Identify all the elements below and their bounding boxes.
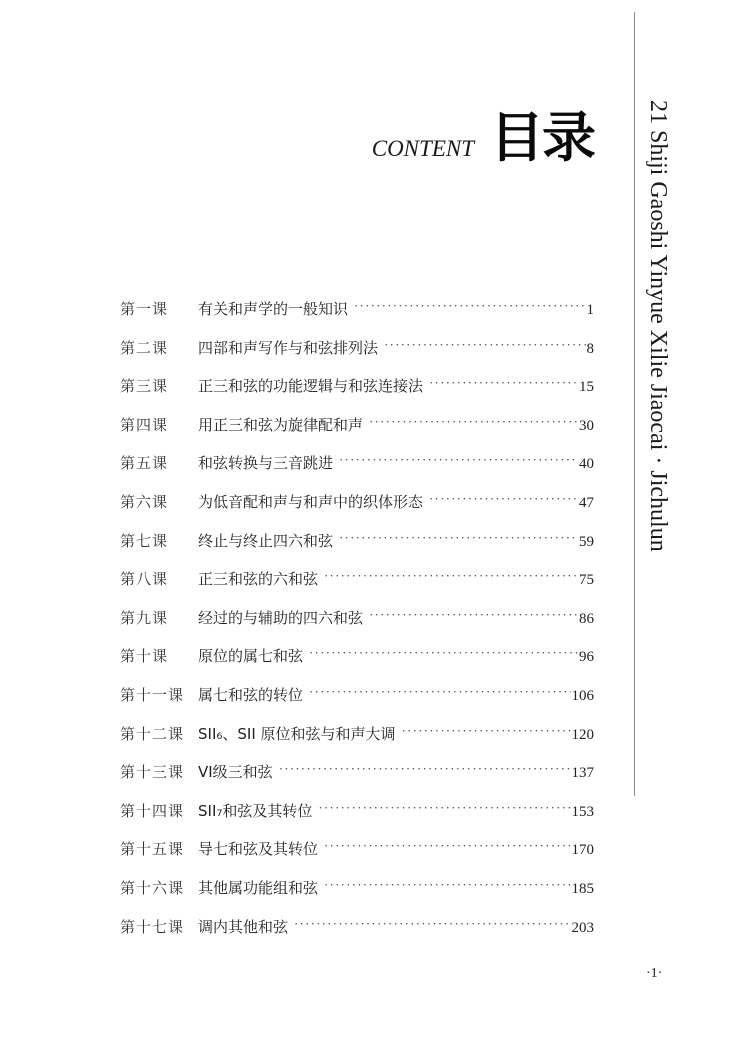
toc-lesson-number: 第五课 <box>120 454 169 473</box>
toc-lesson-number: 第十五课 <box>120 840 185 859</box>
toc-dot-leader <box>339 452 578 468</box>
toc-page-number: 1 <box>586 302 594 318</box>
toc-dot-leader <box>294 916 570 932</box>
toc-entry-title: 有关和声学的一般知识 <box>198 300 349 318</box>
toc-entry[interactable] <box>120 414 594 453</box>
toc-page-number: 96 <box>579 649 594 666</box>
toc-entry[interactable] <box>120 568 594 607</box>
toc-page-number: 170 <box>571 842 594 859</box>
toc-entry-title: 经过的与辅助的四六和弦 <box>198 608 364 627</box>
toc-dot-leader <box>354 298 585 314</box>
toc-lesson-number: 第十课 <box>120 647 169 666</box>
toc-entry[interactable] <box>120 452 594 491</box>
toc-dot-leader <box>369 607 578 623</box>
toc-entry-title: 终止与终止四六和弦 <box>198 531 334 550</box>
toc-page-number: 47 <box>579 494 594 511</box>
toc-entry-title: 调内其他和弦 <box>198 917 289 936</box>
header-title-chinese: 目录 <box>490 106 594 169</box>
toc-lesson-number: 第一课 <box>120 300 169 318</box>
toc-entry-title: 正三和弦的功能逻辑与和弦连接法 <box>198 377 424 396</box>
toc-lesson-number: 第九课 <box>120 608 169 627</box>
toc-entry[interactable] <box>120 761 594 800</box>
toc-lesson-number: 第十一课 <box>120 685 185 704</box>
toc-dot-leader <box>402 723 571 739</box>
toc-page-number: 59 <box>579 533 594 550</box>
toc-entry-title: SII₇和弦及其转位 <box>198 801 313 820</box>
toc-entry[interactable] <box>120 491 594 530</box>
toc-entry-title: 属七和弦的转位 <box>198 685 304 704</box>
toc-entry-title: 其他属功能组和弦 <box>198 878 319 897</box>
toc-entry[interactable] <box>120 684 594 723</box>
toc-entry-title: 正三和弦的六和弦 <box>198 570 319 589</box>
toc-page-number: 75 <box>579 572 594 589</box>
toc-lesson-number: 第二课 <box>120 338 169 357</box>
toc-dot-leader <box>429 491 578 507</box>
toc-entry[interactable] <box>120 375 594 414</box>
table-of-contents <box>120 298 594 954</box>
side-vertical-rule <box>634 12 635 796</box>
toc-page-number: 8 <box>586 340 594 357</box>
toc-lesson-number: 第六课 <box>120 492 169 511</box>
toc-page-number: 185 <box>571 880 594 897</box>
toc-entry-title: 用正三和弦为旋律配和声 <box>198 415 364 434</box>
toc-entry-title: 原位的属七和弦 <box>198 647 304 666</box>
toc-entry[interactable] <box>120 530 594 569</box>
toc-dot-leader <box>339 530 578 546</box>
toc-entry-title: 四部和声写作与和弦排列法 <box>198 338 379 357</box>
toc-lesson-number: 第三课 <box>120 377 169 396</box>
toc-entry[interactable] <box>120 298 594 337</box>
toc-dot-leader <box>324 877 570 893</box>
toc-page-number: 137 <box>571 765 594 782</box>
toc-entry[interactable] <box>120 607 594 646</box>
toc-dot-leader <box>279 761 571 777</box>
toc-lesson-number: 第八课 <box>120 570 169 589</box>
toc-page-number: 106 <box>571 687 594 704</box>
toc-dot-leader <box>384 337 585 353</box>
toc-lesson-number: 第十二课 <box>120 724 185 743</box>
toc-entry[interactable] <box>120 877 594 916</box>
toc-lesson-number: 第四课 <box>120 415 169 434</box>
toc-page-number: 30 <box>579 417 594 434</box>
toc-entry-title: SII₆、SII 原位和弦与和声大调 <box>198 724 396 743</box>
toc-page-number: 40 <box>579 456 594 473</box>
toc-page-number: 15 <box>579 379 594 396</box>
toc-dot-leader <box>309 684 570 700</box>
toc-entry-title: 和弦转换与三音跳进 <box>198 454 334 473</box>
toc-lesson-number: 第十七课 <box>120 917 185 936</box>
toc-dot-leader <box>429 375 578 391</box>
toc-header <box>300 98 600 168</box>
toc-dot-leader <box>309 645 578 661</box>
toc-lesson-number: 第十三课 <box>120 763 185 782</box>
toc-dot-leader <box>324 568 578 584</box>
toc-page-number: 86 <box>579 610 594 627</box>
toc-page-number: 153 <box>571 803 594 820</box>
toc-entry[interactable] <box>120 645 594 684</box>
toc-lesson-number: 第十六课 <box>120 878 185 897</box>
toc-dot-leader <box>369 414 578 430</box>
toc-entry-title: 导七和弦及其转位 <box>198 840 319 859</box>
toc-entry[interactable] <box>120 723 594 762</box>
toc-dot-leader <box>324 838 570 854</box>
toc-entry[interactable] <box>120 838 594 877</box>
toc-dot-leader <box>318 800 570 816</box>
toc-page-number: 120 <box>571 726 594 743</box>
header-title-english: CONTENT <box>371 136 474 161</box>
series-title: 21 Shiji Gaoshi Yinyue Xilie Jiaocai · Jichulun <box>645 100 671 552</box>
page-number: ·1· <box>646 966 663 981</box>
toc-lesson-number: 第七课 <box>120 531 169 550</box>
toc-entry-title: VI级三和弦 <box>198 763 273 782</box>
toc-entry-title: 为低音配和声与和声中的织体形态 <box>198 492 424 511</box>
toc-entry[interactable] <box>120 337 594 376</box>
toc-entry[interactable] <box>120 916 594 955</box>
toc-lesson-number: 第十四课 <box>120 801 185 820</box>
toc-page-number: 203 <box>571 919 594 936</box>
toc-entry[interactable] <box>120 800 594 839</box>
